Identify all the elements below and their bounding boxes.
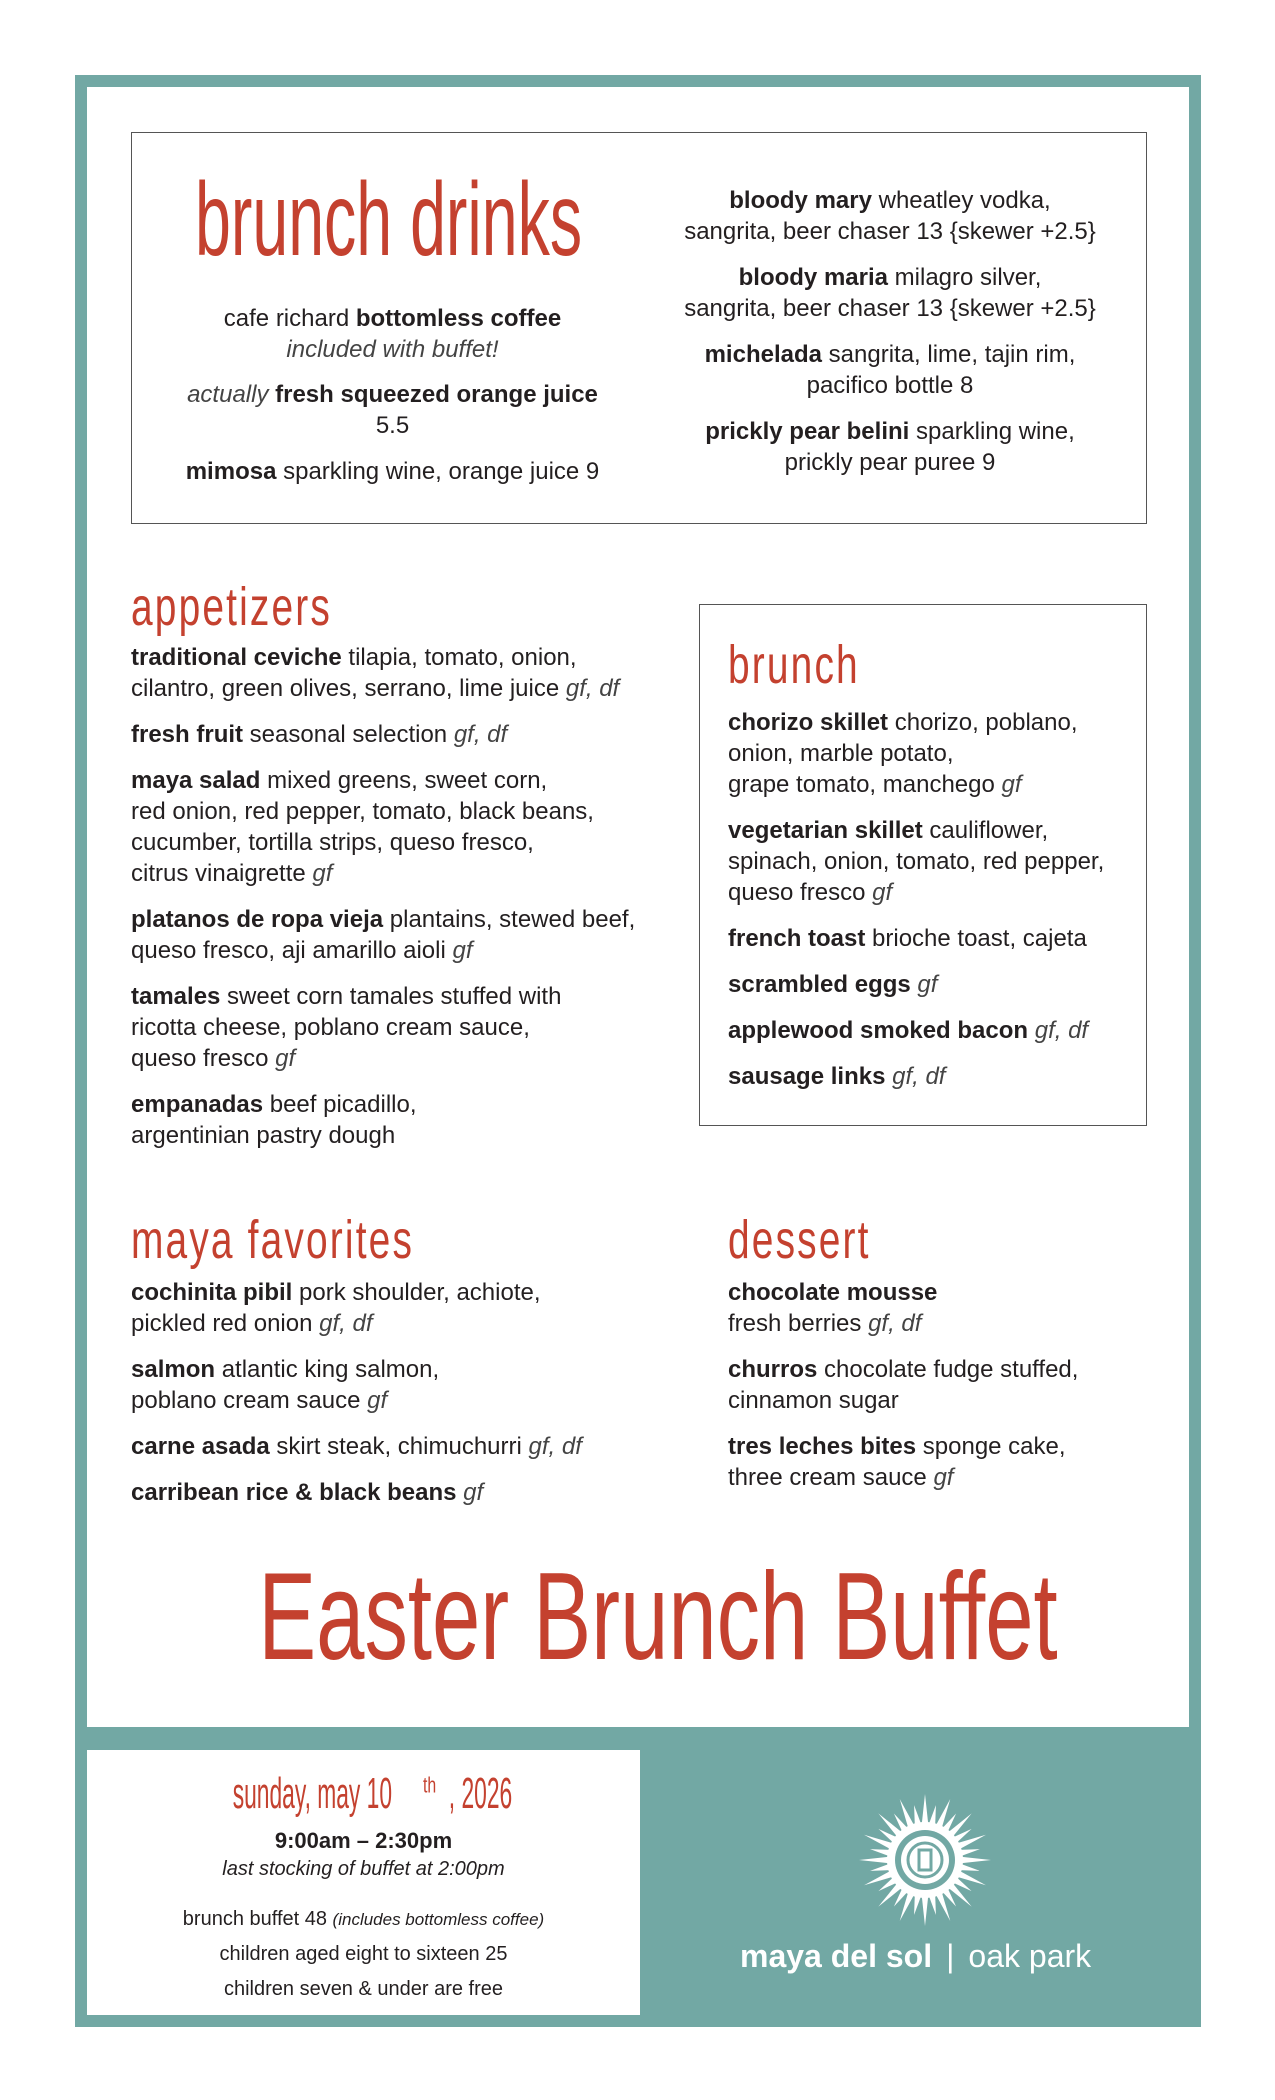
menu-item-desc: three cream sauce bbox=[728, 1464, 934, 1491]
menu-item-diet: gf, df bbox=[892, 1063, 946, 1090]
favorites-list bbox=[131, 1277, 651, 1523]
drink-oj-pre: actually bbox=[187, 381, 276, 408]
price-adult-note: (includes bottomless coffee) bbox=[332, 1910, 545, 1929]
menu-item-desc: fresh berries bbox=[728, 1310, 869, 1337]
menu-item-name: sausage links bbox=[728, 1063, 886, 1090]
menu-item bbox=[131, 981, 671, 1074]
menu-item-desc: beef picadillo, bbox=[263, 1091, 417, 1118]
menu-item-desc: sweet corn tamales stuffed with bbox=[220, 983, 562, 1010]
menu-item-diet: gf bbox=[367, 1387, 388, 1414]
menu-item-desc: skirt steak, chimuchurri bbox=[269, 1433, 529, 1460]
menu-item-desc: pickled red onion bbox=[131, 1310, 320, 1337]
drink-coffee-pre: cafe richard bbox=[223, 305, 356, 332]
menu-item-desc: cauliflower, bbox=[922, 817, 1049, 844]
menu-item bbox=[131, 904, 671, 966]
drink-mimosa-desc: sparkling wine, orange juice 9 bbox=[276, 458, 600, 485]
drinks-right bbox=[655, 185, 1125, 493]
drink-desc: sangrita, beer chaser 13 {skewer +2.5} bbox=[684, 295, 1096, 322]
menu-item-diet: gf bbox=[452, 937, 473, 964]
menu-item bbox=[131, 1354, 651, 1416]
menu-item-name: churros bbox=[728, 1356, 818, 1383]
price-adult: brunch buffet 48 bbox=[182, 1908, 333, 1930]
menu-item-desc: onion, marble potato, bbox=[728, 740, 954, 767]
drink-name: bloody maria bbox=[738, 264, 888, 291]
price-free: children seven & under are free bbox=[223, 1978, 504, 2000]
event-title-text: Easter Brunch Buffet bbox=[258, 1548, 1058, 1686]
menu-item-desc: poblano cream sauce bbox=[131, 1387, 368, 1414]
menu-item bbox=[131, 765, 671, 889]
menu-item-diet: gf, df bbox=[565, 675, 620, 702]
appetizers-list bbox=[131, 642, 671, 1166]
menu-item bbox=[131, 1277, 651, 1339]
drink-desc: wheatley vodka, bbox=[871, 187, 1051, 214]
sun-logo-icon bbox=[855, 1790, 995, 1930]
drink-name: michelada bbox=[704, 341, 822, 368]
event-details-box bbox=[87, 1750, 640, 2015]
brand-line bbox=[740, 1938, 1091, 1975]
drink-name: prickly pear belini bbox=[705, 418, 910, 445]
menu-item bbox=[131, 1089, 671, 1151]
appetizers-title: appetizers bbox=[131, 577, 332, 637]
menu-item bbox=[131, 1477, 651, 1508]
menu-item-desc: atlantic king salmon, bbox=[215, 1356, 440, 1383]
menu-item-desc: citrus vinaigrette bbox=[131, 860, 313, 887]
menu-item-name: cochinita pibil bbox=[131, 1279, 293, 1306]
drink-desc: milagro silver, bbox=[888, 264, 1042, 291]
drink-desc: prickly pear puree 9 bbox=[784, 449, 996, 476]
menu-item-name: platanos de ropa vieja bbox=[131, 906, 384, 933]
drinks-left bbox=[170, 303, 615, 502]
menu-item-desc: mixed greens, sweet corn, bbox=[260, 767, 548, 794]
drink-mimosa bbox=[170, 456, 615, 487]
event-date-suffix: th bbox=[423, 1772, 437, 1798]
event-date bbox=[87, 1769, 640, 1818]
menu-item-diet: gf bbox=[917, 971, 938, 998]
sun-ray bbox=[859, 1857, 889, 1863]
menu-item-diet: gf, df bbox=[528, 1433, 582, 1460]
menu-item-desc: grape tomato, manchego bbox=[728, 771, 1002, 798]
menu-item-desc: pork shoulder, achiote, bbox=[292, 1279, 541, 1306]
menu-item bbox=[728, 1431, 1148, 1493]
menu-item-desc: argentinian pastry dough bbox=[131, 1122, 396, 1149]
menu-item-desc: sponge cake, bbox=[916, 1433, 1066, 1460]
menu-item-name: chorizo skillet bbox=[728, 709, 889, 736]
event-title bbox=[87, 1548, 1189, 1686]
sun-ray bbox=[922, 1896, 928, 1926]
event-prices bbox=[87, 1902, 640, 2007]
menu-item bbox=[728, 707, 1138, 800]
drink-coffee-name: bottomless coffee bbox=[355, 305, 562, 332]
drinks-title: brunch drinks bbox=[195, 162, 583, 278]
drink-desc: sangrita, lime, tajin rim, bbox=[821, 341, 1076, 368]
drink-mimosa-name: mimosa bbox=[185, 458, 277, 485]
menu-item-desc: cilantro, green olives, serrano, lime juice bbox=[131, 675, 566, 702]
menu-item-diet: gf, df bbox=[453, 721, 508, 748]
menu-item bbox=[728, 969, 1138, 1000]
drink-desc: sangrita, beer chaser 13 {skewer +2.5} bbox=[684, 218, 1096, 245]
menu-item bbox=[728, 1277, 1148, 1339]
menu-item bbox=[131, 642, 671, 704]
brand-location: oak park bbox=[968, 1938, 1092, 1974]
menu-item-desc: ricotta cheese, poblano cream sauce, bbox=[131, 1014, 530, 1041]
menu-item-diet: gf, df bbox=[868, 1310, 922, 1337]
menu-item-name: salmon bbox=[131, 1356, 216, 1383]
menu-item-name: tamales bbox=[131, 983, 221, 1010]
menu-item bbox=[728, 923, 1138, 954]
menu-item-name: traditional ceviche bbox=[131, 644, 342, 671]
menu-item-desc: queso fresco bbox=[131, 1045, 276, 1072]
menu-item-desc bbox=[1028, 1017, 1035, 1044]
menu-item bbox=[131, 1431, 651, 1462]
drink-coffee bbox=[170, 303, 615, 365]
drink-oj-price: 5.5 bbox=[375, 412, 410, 439]
favorites-title: maya favorites bbox=[131, 1210, 415, 1270]
menu-item-name: carne asada bbox=[131, 1433, 270, 1460]
drink-bloody-maria bbox=[655, 262, 1125, 324]
menu-item-diet: gf bbox=[275, 1045, 296, 1072]
menu-item-desc: brioche toast, cajeta bbox=[865, 925, 1087, 952]
brand-separator: | bbox=[946, 1938, 955, 1974]
menu-item-desc: tilapia, tomato, onion, bbox=[341, 644, 577, 671]
menu-item-name: applewood smoked bacon bbox=[728, 1017, 1029, 1044]
drink-prickly-pear-belini bbox=[655, 416, 1125, 478]
event-time: 9:00am – 2:30pm bbox=[274, 1828, 453, 1853]
menu-item-name: tres leches bites bbox=[728, 1433, 917, 1460]
drink-desc: sparkling wine, bbox=[909, 418, 1075, 445]
drink-michelada bbox=[655, 339, 1125, 401]
menu-item bbox=[131, 719, 671, 750]
drink-desc: pacifico bottle 8 bbox=[806, 372, 974, 399]
price-children: children aged eight to sixteen 25 bbox=[219, 1943, 508, 1965]
menu-item-desc: spinach, onion, tomato, red pepper, bbox=[728, 848, 1105, 875]
brand-name: maya del sol bbox=[740, 1938, 933, 1974]
menu-item-name: vegetarian skillet bbox=[728, 817, 923, 844]
menu-item-name: chocolate mousse bbox=[728, 1279, 938, 1306]
event-stocking-note: last stocking of buffet at 2:00pm bbox=[222, 1858, 505, 1880]
menu-item bbox=[728, 815, 1138, 908]
menu-item-diet: gf bbox=[933, 1464, 954, 1491]
drink-bloody-mary bbox=[655, 185, 1125, 247]
menu-item-desc: seasonal selection bbox=[243, 721, 454, 748]
menu-item-desc: queso fresco, aji amarillo aioli bbox=[131, 937, 453, 964]
menu-item-desc: plantains, stewed beef, bbox=[383, 906, 636, 933]
menu-item-name: french toast bbox=[728, 925, 866, 952]
drink-oj-name: fresh squeezed orange juice bbox=[275, 381, 598, 408]
dessert-title: dessert bbox=[728, 1210, 871, 1270]
menu-item-desc: chorizo, poblano, bbox=[888, 709, 1078, 736]
menu-item-name: empanadas bbox=[131, 1091, 264, 1118]
menu-item-desc: cinnamon sugar bbox=[728, 1387, 899, 1414]
brunch-title: brunch bbox=[728, 635, 860, 695]
dessert-list bbox=[728, 1277, 1148, 1508]
menu-item bbox=[728, 1015, 1138, 1046]
menu-item-name: fresh fruit bbox=[131, 721, 244, 748]
menu-item-diet: gf bbox=[1001, 771, 1022, 798]
sun-ray bbox=[922, 1794, 928, 1824]
sun-ray bbox=[961, 1857, 991, 1863]
menu-item-name: scrambled eggs bbox=[728, 971, 911, 998]
menu-item-diet: gf bbox=[312, 860, 333, 887]
menu-item bbox=[728, 1354, 1148, 1416]
menu-item-name: maya salad bbox=[131, 767, 261, 794]
menu-item-desc: chocolate fudge stuffed, bbox=[817, 1356, 1079, 1383]
menu-item-diet: gf, df bbox=[319, 1310, 373, 1337]
event-date-main: sunday, may 10 bbox=[233, 1769, 393, 1818]
menu-item-name: carribean rice & black beans bbox=[131, 1479, 457, 1506]
menu-item-desc: cucumber, tortilla strips, queso fresco, bbox=[131, 829, 534, 856]
drink-name: bloody mary bbox=[729, 187, 872, 214]
event-date-year: , 2026 bbox=[449, 1769, 513, 1818]
menu-item-diet: gf bbox=[872, 879, 893, 906]
menu-item-diet: gf, df bbox=[1034, 1017, 1089, 1044]
drink-orange-juice bbox=[170, 379, 615, 441]
menu-item-diet: gf bbox=[463, 1479, 484, 1506]
brunch-list bbox=[728, 707, 1138, 1107]
menu-item-desc: red onion, red pepper, tomato, black beans, bbox=[131, 798, 594, 825]
drink-coffee-note: included with buffet! bbox=[286, 336, 499, 363]
menu-item bbox=[728, 1061, 1138, 1092]
menu-item-desc: queso fresco bbox=[728, 879, 873, 906]
